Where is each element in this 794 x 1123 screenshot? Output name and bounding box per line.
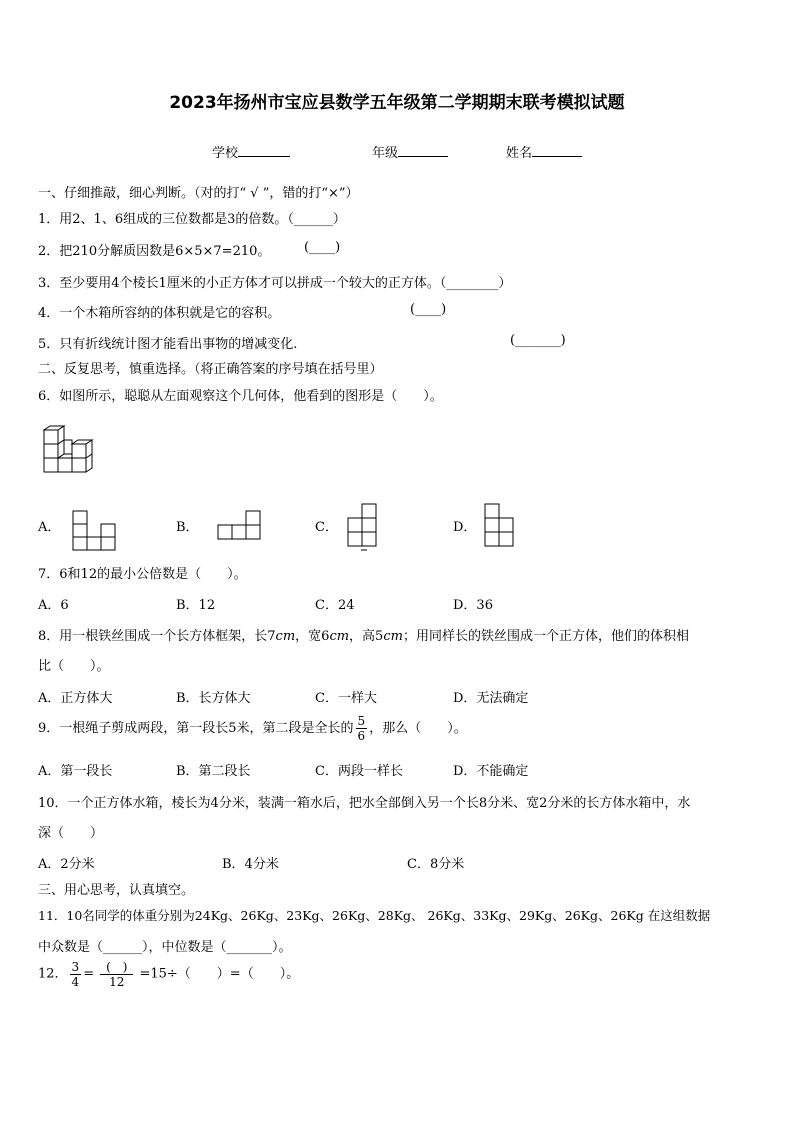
q6-solid-figure — [44, 426, 104, 474]
question-8: 8．用一根铁丝围成一个长方体框架，长7cm，宽6cm，高5cm；用同样长的铁丝围成一个正方体，他们的体积相 — [38, 629, 689, 644]
section-2-heading: 二、反复思考，慎重选择。（将正确答案的序号填在括号里） — [38, 362, 383, 377]
section-1-heading: 一、仔细推敲，细心判断。（对的打“ √ ”，错的打“×”） — [38, 186, 359, 201]
question-4: 4．一个木箱所容纳的体积就是它的容积。 — [38, 306, 281, 321]
q6-option-b-label[interactable]: B． — [176, 520, 199, 535]
q10-option-b[interactable]: B．4分米 — [222, 857, 279, 872]
q7-option-a[interactable]: A．6 — [38, 598, 69, 613]
q9-option-b[interactable]: B．第二段长 — [176, 764, 251, 779]
q6-option-a-figure — [72, 510, 116, 552]
question-2: 2．把210分解质因数是6×5×7=210。 — [38, 244, 271, 259]
q8-option-d[interactable]: D．无法确定 — [453, 691, 529, 706]
q6-option-b-figure — [217, 510, 261, 540]
q9-option-c[interactable]: C．两段一样长 — [315, 764, 403, 779]
grade-field[interactable] — [372, 142, 448, 161]
q8-option-a[interactable]: A．正方体大 — [38, 691, 113, 706]
school-label: 学校 — [212, 146, 239, 161]
name-field[interactable] — [506, 142, 582, 161]
q6-option-d-figure — [484, 503, 516, 549]
school-field[interactable] — [212, 142, 290, 161]
unit-cm: cm — [383, 629, 403, 644]
q7-option-c[interactable]: C．24 — [315, 598, 355, 613]
question-5: 5．只有折线统计图才能看出事物的增减变化. — [38, 337, 298, 352]
question-10-line-2: 深（ ） — [38, 826, 104, 841]
question-1: 1．用2、1、6组成的三位数都是3的倍数。（______） — [38, 212, 346, 227]
q6-option-d-label[interactable]: D． — [453, 520, 477, 535]
q10-option-c[interactable]: C．8分米 — [407, 857, 465, 872]
fraction: $\frac{3}{4}$ — [71, 960, 80, 989]
q8-option-c[interactable]: C．一样大 — [315, 691, 377, 706]
q9-option-a[interactable]: A．第一段长 — [38, 764, 113, 779]
q10-option-a[interactable]: A．2分米 — [38, 857, 95, 872]
question-10: 10．一个正方体水箱，棱长为4分米，装满一箱水后，把水全部倒入另一个长8分米、宽2分米的长方体水箱中，水 — [38, 796, 691, 811]
question-12: 12． $\frac{3}{4}$ = $\frac{( )}{12}$ =15÷（ ）=（ ）。 — [38, 960, 300, 989]
question-6: 6．如图所示，聪聪从左面观察这个几何体，他看到的图形是（ ）。 — [38, 389, 443, 404]
q6-option-c-figure — [347, 503, 379, 551]
fraction: $\frac{( )}{12}$ — [100, 960, 133, 989]
q6-option-c-label[interactable]: C． — [315, 520, 338, 535]
grade-label: 年级 — [372, 146, 399, 161]
fraction: $\frac{5}{6}$ — [357, 714, 366, 743]
unit-cm: cm — [329, 629, 350, 644]
unit-cm: cm — [275, 629, 296, 644]
name-label: 姓名 — [506, 146, 533, 161]
q6-option-a-label[interactable]: A． — [38, 520, 61, 535]
question-8-line-2: 比（ ）。 — [38, 659, 110, 674]
q7-option-d[interactable]: D．36 — [453, 598, 493, 613]
question-11: 11．10名同学的体重分别为24Kg、26Kg、23Kg、26Kg、28Kg、 26Kg、33Kg、29Kg、26Kg、26Kg 在这组数据 — [38, 908, 711, 923]
question-2-answer-blank[interactable]: (____) — [304, 240, 341, 255]
question-5-answer-blank[interactable]: (_______) — [510, 333, 566, 348]
question-11-line-2: 中众数是（______），中位数是（_______）。 — [38, 940, 292, 955]
q9-option-d[interactable]: D．不能确定 — [453, 764, 529, 779]
section-3-heading: 三、用心思考，认真填空。 — [38, 883, 195, 898]
question-7: 7．6和12的最小公倍数是（ ）。 — [38, 567, 247, 582]
page-title: 2023年扬州市宝应县数学五年级第二学期期末联考模拟试题 — [169, 93, 625, 113]
q8-option-b[interactable]: B．长方体大 — [176, 691, 251, 706]
q7-option-b[interactable]: B．12 — [176, 598, 216, 613]
question-3: 3．至少要用4个棱长1厘米的小正方体才可以拼成一个较大的正方体。（________） — [38, 276, 512, 291]
question-4-answer-blank[interactable]: (____) — [410, 302, 447, 317]
question-9: 9．一根绳子剪成两段，第一段长5米，第二段是全长的 $\frac{5}{6}$ ，那么（ ）。 — [38, 714, 467, 743]
